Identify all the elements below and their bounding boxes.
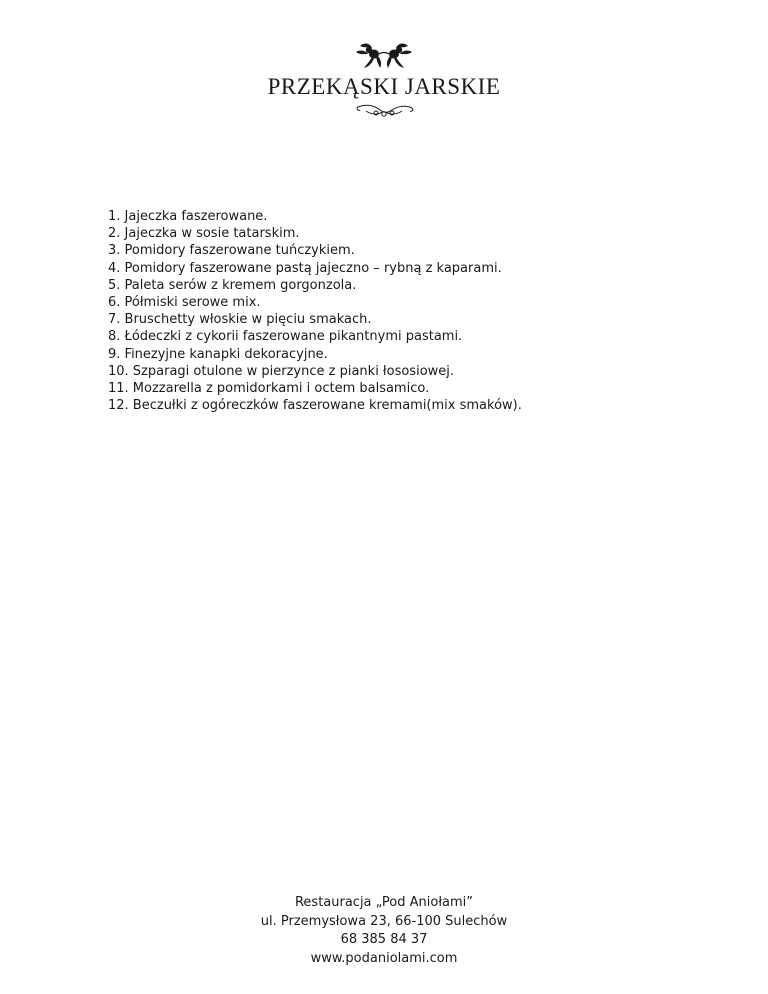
list-item: 4. Pomidory faszerowane pastą jajeczno – rybną z kaparami. (108, 260, 502, 276)
page-title: PRZEKĄSKI JARSKIE (267, 74, 501, 99)
footer (0, 894, 768, 968)
list-item: 10. Szparagi otulone w pierzynce z pianki łososiowej. (108, 363, 455, 379)
list-item: 3. Pomidory faszerowane tuńczykiem. (108, 243, 355, 259)
list-item: 5. Paleta serów z kremem gorgonzola. (108, 277, 357, 293)
list-item: 1. Jajeczka faszerowane. (108, 209, 268, 224)
angels-ornament-icon (352, 40, 416, 72)
list-item: 9. Finezyjne kanapki dekoracyjne. (108, 346, 328, 362)
list-item: 8. Łódeczki z cykorii faszerowane pikantnymi pastami. (108, 329, 463, 345)
list-item: 7. Bruschetty włoskie w pięciu smakach. (108, 312, 372, 328)
list-item: 2. Jajeczka w sosie tatarskim. (108, 226, 300, 242)
restaurant-phone: 68 385 84 37 (340, 932, 428, 947)
list-item: 12. Beczułki z ogóreczków faszerowane kremami(mix smaków). (108, 398, 522, 414)
swirl-ornament-icon (352, 102, 416, 118)
restaurant-website: www.podaniolami.com (310, 950, 458, 966)
header (0, 40, 768, 118)
list-item: 11. Mozzarella z pomidorkami i octem balsamico. (108, 381, 430, 397)
restaurant-address: ul. Przemysłowa 23, 66-100 Sulechów (260, 913, 508, 929)
restaurant-name: Restauracja „Pod Aniołami” (294, 895, 474, 910)
menu-list (108, 208, 522, 414)
list-item: 6. Półmiski serowe mix. (108, 295, 261, 311)
